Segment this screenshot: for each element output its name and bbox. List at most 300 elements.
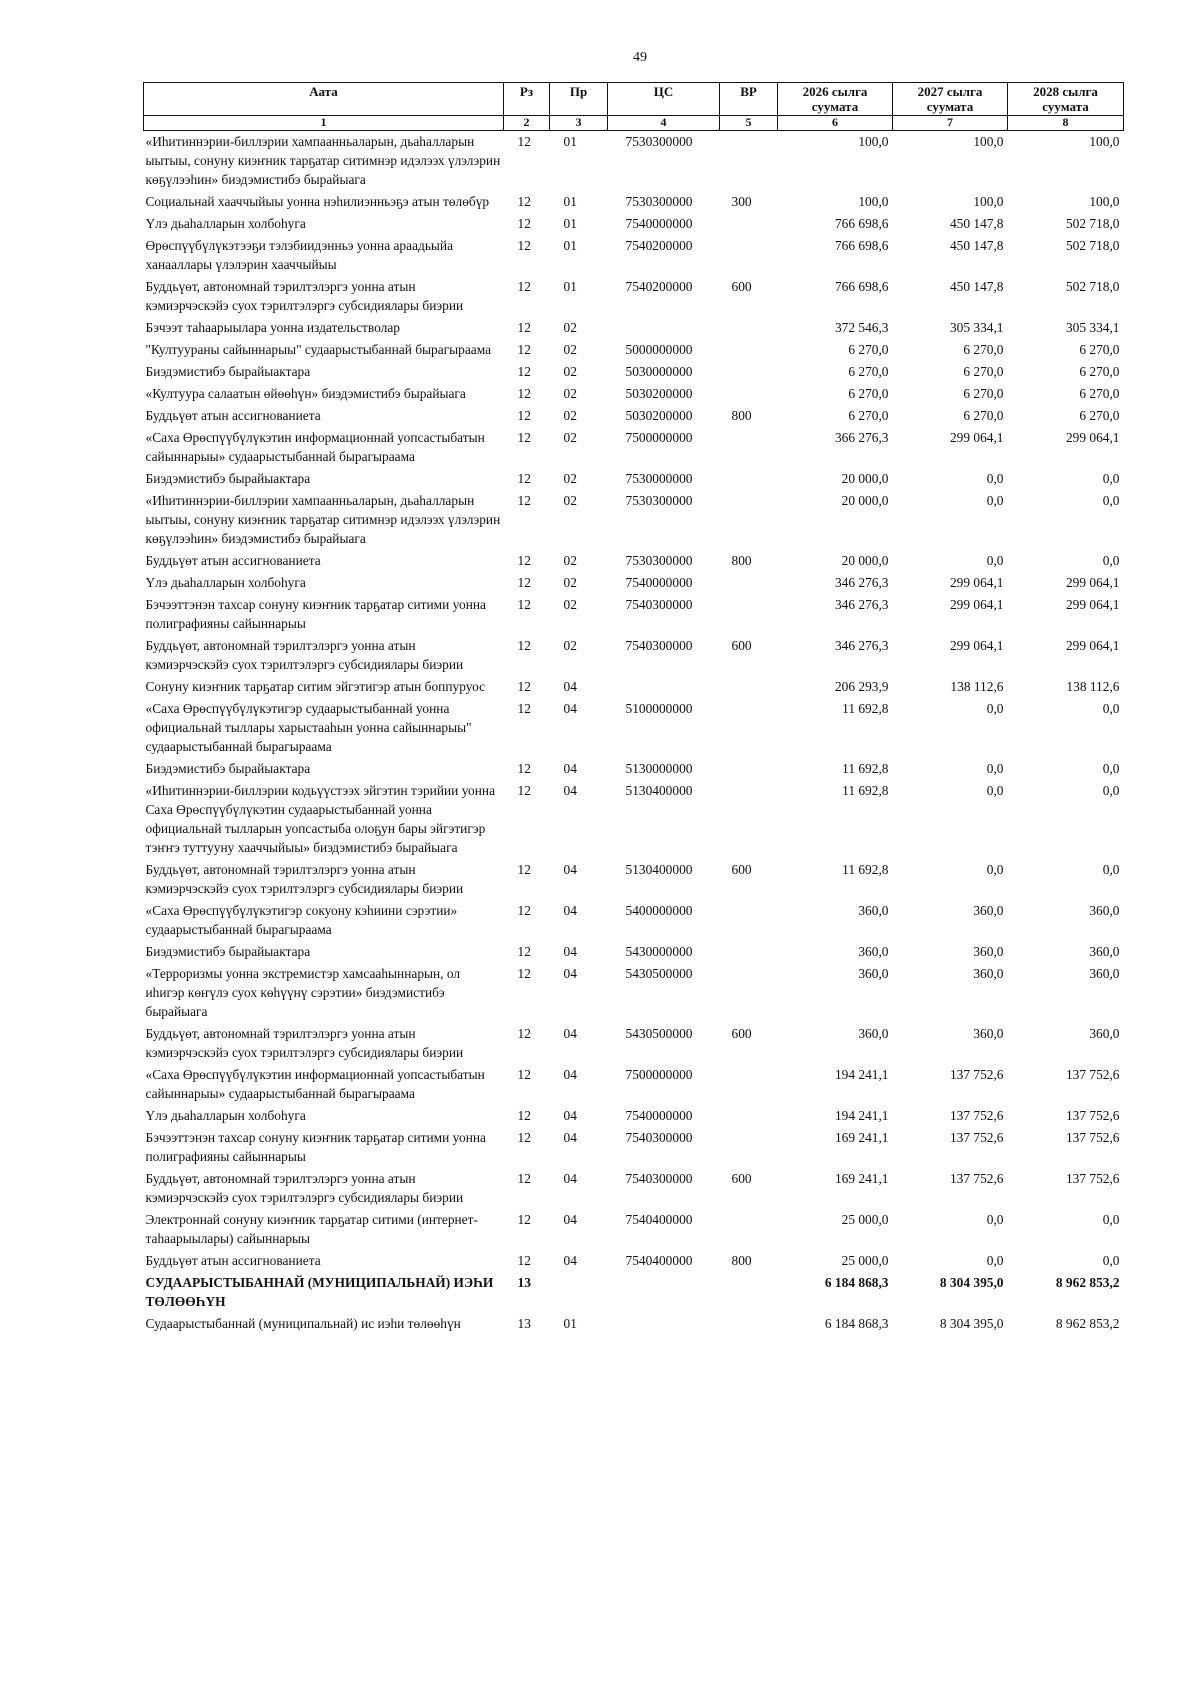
row-pr: 02: [563, 471, 577, 486]
row-vr: [720, 698, 778, 758]
row-cs: 5130400000: [625, 862, 693, 877]
row-vr: 600: [731, 1171, 752, 1186]
row-rz: 12: [517, 944, 531, 959]
column-number: 8: [1008, 116, 1124, 131]
row-pr: 04: [563, 1212, 577, 1227]
table-row: [144, 698, 1124, 758]
row-amount-2027: 137 752,6: [949, 1171, 1004, 1186]
row-amount-2028: 299 064,1: [1065, 430, 1120, 445]
row-name: Буддьүөт, автономнай тэрилтэлэргэ уонна атын кэмиэрчэскэйэ суох тэрилтэлэргэ субсидиялары биэрии: [145, 1171, 464, 1205]
row-amount-2028: 137 752,6: [1065, 1108, 1120, 1123]
table-row: [144, 427, 1124, 468]
row-vr: [720, 780, 778, 859]
row-pr: 02: [563, 386, 577, 401]
row-amount-2027: 6 270,0: [963, 386, 1004, 401]
row-rz: 12: [517, 638, 531, 653]
column-header-name: Аата: [144, 83, 504, 116]
row-amount-2027: 299 064,1: [949, 430, 1004, 445]
row-amount-2027: 138 112,6: [950, 679, 1004, 694]
column-header-pr: Пр: [550, 83, 608, 116]
row-rz: 12: [517, 430, 531, 445]
table-row: [144, 383, 1124, 405]
row-cs: 5000000000: [625, 342, 693, 357]
row-cs: 7540400000: [625, 1212, 693, 1227]
row-amount-2027: 6 270,0: [963, 364, 1004, 379]
row-cs: 7500000000: [625, 1067, 693, 1082]
row-amount-2028: 299 064,1: [1065, 575, 1120, 590]
row-cs: 5130400000: [625, 783, 693, 798]
row-amount-2028: 360,0: [1089, 966, 1120, 981]
row-name: «Иһитиннэрии-биллэрии кодьүүстээх эйгэтин тэрийии уонна Саха Өрөспүүбүлүкэтин судаарыстыбаннай уонна официальнай тылларын уопсастыба олоҕун бары эйгэтигэр тэҥҥэ туттууну хааччыйыы» биэдэмистибэ бырайыага: [145, 783, 496, 855]
row-amount-2027: 450 147,8: [949, 238, 1004, 253]
row-name: Буддьүөт, автономнай тэрилтэлэргэ уонна атын кэмиэрчэскэйэ суох тэрилтэлэргэ субсидиялары биэрии: [145, 279, 464, 313]
row-amount-2027: 0,0: [986, 1212, 1004, 1227]
column-number: 6: [778, 116, 893, 131]
row-cs: [608, 676, 720, 698]
row-cs: 7540000000: [625, 575, 693, 590]
row-amount-2027: 0,0: [986, 493, 1004, 508]
table-row: [144, 1313, 1124, 1335]
row-amount-2026: 366 276,3: [834, 430, 889, 445]
row-name: «Терроризмы уонна экстремистэр хамсааһыннарын, ол иһигэр көҥүлэ суох көһүүнү сэрэтии» биэдэмистибэ бырайыага: [145, 966, 461, 1019]
row-cs: 7540300000: [625, 1130, 693, 1145]
row-vr: [720, 235, 778, 276]
row-rz: 12: [517, 1253, 531, 1268]
table-row: [144, 780, 1124, 859]
row-pr: 04: [563, 1108, 577, 1123]
row-vr: 600: [731, 1026, 752, 1041]
row-name: Бэчээттэнэн тахсар сонуну киэҥник тарҕатар ситими уонна полиграфияны сайыннарыы: [145, 1130, 486, 1164]
row-amount-2027: 299 064,1: [949, 638, 1004, 653]
row-pr: 04: [563, 903, 577, 918]
row-pr: 02: [563, 342, 577, 357]
row-name: Буддьүөт атын ассигнованиета: [145, 408, 321, 423]
row-vr: [720, 676, 778, 698]
row-vr: [720, 594, 778, 635]
table-row: [144, 1209, 1124, 1250]
row-amount-2027: 360,0: [973, 944, 1004, 959]
row-amount-2028: 6 270,0: [1079, 342, 1120, 357]
row-cs: 5030200000: [625, 408, 693, 423]
row-amount-2028: 8 962 853,2: [1055, 1316, 1120, 1331]
row-vr: [720, 1209, 778, 1250]
row-cs: 5130000000: [625, 761, 693, 776]
row-amount-2026: 11 692,8: [842, 862, 889, 877]
row-amount-2028: 0,0: [1102, 1253, 1120, 1268]
row-pr: 04: [563, 1171, 577, 1186]
row-cs: 5030200000: [625, 386, 693, 401]
row-pr: 01: [563, 134, 577, 149]
row-amount-2026: 6 270,0: [848, 408, 889, 423]
row-vr: [720, 317, 778, 339]
row-pr: 04: [563, 701, 577, 716]
row-amount-2028: 0,0: [1102, 1212, 1120, 1227]
row-vr: 600: [731, 862, 752, 877]
table-row: [144, 235, 1124, 276]
row-pr: 02: [563, 493, 577, 508]
table-row: [144, 859, 1124, 900]
row-amount-2027: 0,0: [986, 471, 1004, 486]
row-amount-2026: 766 698,6: [834, 238, 889, 253]
row-name: "Култуураны сайыннарыы" судаарыстыбаннай бырагыраама: [145, 342, 492, 357]
row-pr: 02: [563, 553, 577, 568]
row-rz: 12: [517, 471, 531, 486]
row-amount-2026: 766 698,6: [834, 216, 889, 231]
row-vr: 800: [731, 1253, 752, 1268]
row-cs: 7540300000: [625, 1171, 693, 1186]
row-amount-2027: 360,0: [973, 1026, 1004, 1041]
row-cs: [608, 1272, 720, 1313]
row-name: «Саха Өрөспүүбүлүкэтигэр сокуону кэһиини сэрэтии» судаарыстыбаннай бырагыраама: [145, 903, 458, 937]
row-name: Биэдэмистибэ бырайыактара: [145, 471, 311, 486]
row-amount-2028: 137 752,6: [1065, 1130, 1120, 1145]
row-name: Социальнай хааччыйыы уонна нэһилиэнньэҕэ атын төлөбүр: [145, 194, 490, 209]
row-vr: 600: [731, 279, 752, 294]
row-amount-2026: 360,0: [858, 966, 889, 981]
table-row: [144, 758, 1124, 780]
row-amount-2026: 11 692,8: [842, 783, 889, 798]
table-row: [144, 1127, 1124, 1168]
row-cs: 7530300000: [625, 493, 693, 508]
row-amount-2026: 346 276,3: [834, 638, 889, 653]
row-amount-2028: 137 752,6: [1065, 1067, 1120, 1082]
row-vr: 800: [731, 408, 752, 423]
row-rz: 12: [517, 1026, 531, 1041]
row-cs: 5430500000: [625, 1026, 693, 1041]
row-amount-2026: 194 241,1: [834, 1067, 889, 1082]
row-vr: [720, 900, 778, 941]
column-number: 7: [893, 116, 1008, 131]
row-amount-2028: 6 270,0: [1079, 408, 1120, 423]
column-header-rz: Рз: [504, 83, 550, 116]
row-cs: 7540400000: [625, 1253, 693, 1268]
row-rz: 12: [517, 761, 531, 776]
row-name: Буддьүөт, автономнай тэрилтэлэргэ уонна атын кэмиэрчэскэйэ суох тэрилтэлэргэ субсидиялары биэрии: [145, 1026, 464, 1060]
table-row: [144, 339, 1124, 361]
row-vr: [720, 758, 778, 780]
row-rz: 12: [517, 1171, 531, 1186]
row-amount-2028: 100,0: [1089, 134, 1120, 149]
row-cs: 5430500000: [625, 966, 693, 981]
row-name: Электроннай сонуну киэҥник тарҕатар ситими (интернет-таһаарыылары) сайыннарыы: [145, 1212, 478, 1246]
row-vr: [720, 490, 778, 550]
table-row: [144, 1272, 1124, 1313]
row-pr: 04: [563, 679, 577, 694]
row-vr: [720, 383, 778, 405]
row-amount-2027: 6 270,0: [963, 342, 1004, 357]
row-name: Буддьүөт, автономнай тэрилтэлэргэ уонна атын кэмиэрчэскэйэ суох тэрилтэлэргэ субсидиялары биэрии: [145, 862, 464, 896]
row-name: «Иһитиннэрии-биллэрии хампаанньаларын, дьаһалларын ыытыы, сонуну киэҥник тарҕатар ситимнэр идэлээх үлэлэрин көҕүлээһин» биэдэмистибэ бырайыага: [145, 493, 501, 546]
row-amount-2027: 0,0: [986, 783, 1004, 798]
row-rz: 12: [517, 194, 531, 209]
row-cs: 5400000000: [625, 903, 693, 918]
row-amount-2028: 6 270,0: [1079, 364, 1120, 379]
row-amount-2027: 0,0: [986, 761, 1004, 776]
row-pr: 04: [563, 783, 577, 798]
row-amount-2028: 305 334,1: [1065, 320, 1120, 335]
row-rz: 12: [517, 364, 531, 379]
row-vr: 300: [731, 194, 752, 209]
row-amount-2028: 0,0: [1102, 783, 1120, 798]
table-header: [144, 83, 1124, 131]
row-vr: [720, 1127, 778, 1168]
table-row: [144, 468, 1124, 490]
row-amount-2027: 8 304 395,0: [939, 1316, 1004, 1331]
row-pr: 04: [563, 1067, 577, 1082]
row-rz: 12: [517, 679, 531, 694]
row-pr: 02: [563, 638, 577, 653]
row-vr: [720, 1272, 778, 1313]
row-rz: 13: [517, 1316, 531, 1331]
row-pr: 04: [563, 1253, 577, 1268]
row-cs: 7530300000: [625, 194, 693, 209]
row-name: «Саха Өрөспүүбүлүкэтигэр судаарыстыбаннай уонна официальнай тыллары харыстааһын уонна сайыннарыы" судаарыстыбаннай бырагыраама: [145, 701, 472, 754]
row-amount-2028: 8 962 853,2: [1055, 1275, 1120, 1290]
row-amount-2028: 502 718,0: [1065, 238, 1120, 253]
row-name: Биэдэмистибэ бырайыактара: [145, 944, 311, 959]
row-amount-2027: 0,0: [986, 701, 1004, 716]
table-row: [144, 361, 1124, 383]
row-amount-2028: 299 064,1: [1065, 638, 1120, 653]
row-pr: 02: [563, 430, 577, 445]
row-amount-2027: 450 147,8: [949, 216, 1004, 231]
row-cs: 7540000000: [625, 216, 693, 231]
row-name: Биэдэмистибэ бырайыактара: [145, 364, 311, 379]
row-amount-2027: 137 752,6: [949, 1108, 1004, 1123]
row-rz: 12: [517, 1067, 531, 1082]
row-amount-2027: 299 064,1: [949, 597, 1004, 612]
row-amount-2026: 25 000,0: [841, 1212, 889, 1227]
row-pr: 01: [563, 238, 577, 253]
row-rz: 12: [517, 597, 531, 612]
row-amount-2028: 360,0: [1089, 903, 1120, 918]
row-amount-2026: 6 184 868,3: [824, 1316, 889, 1331]
row-amount-2028: 360,0: [1089, 944, 1120, 959]
row-amount-2026: 346 276,3: [834, 575, 889, 590]
table-row: [144, 276, 1124, 317]
row-rz: 12: [517, 320, 531, 335]
row-amount-2026: 346 276,3: [834, 597, 889, 612]
row-cs: 7530000000: [625, 471, 693, 486]
row-name: Судаарыстыбаннай (муниципальнай) ис иэһи төлөөһүн: [145, 1316, 461, 1331]
row-cs: 5100000000: [625, 701, 693, 716]
table-row: [144, 594, 1124, 635]
row-amount-2026: 169 241,1: [834, 1171, 889, 1186]
row-rz: 12: [517, 701, 531, 716]
budget-table: [143, 82, 1124, 1335]
row-amount-2026: 169 241,1: [834, 1130, 889, 1145]
table-row: [144, 900, 1124, 941]
row-vr: [720, 361, 778, 383]
row-amount-2028: 0,0: [1102, 701, 1120, 716]
table-row: [144, 550, 1124, 572]
row-vr: [720, 941, 778, 963]
row-cs: 7540300000: [625, 638, 693, 653]
row-amount-2027: 0,0: [986, 1253, 1004, 1268]
table-row: [144, 963, 1124, 1023]
row-name: Буддьүөт, автономнай тэрилтэлэргэ уонна атын кэмиэрчэскэйэ суох тэрилтэлэргэ субсидиялары биэрии: [145, 638, 464, 672]
row-amount-2026: 360,0: [858, 903, 889, 918]
row-pr: 04: [563, 1130, 577, 1145]
row-amount-2028: 0,0: [1102, 553, 1120, 568]
table-row: [144, 1023, 1124, 1064]
row-amount-2027: 100,0: [973, 194, 1004, 209]
row-rz: 12: [517, 238, 531, 253]
row-cs: 7530300000: [625, 553, 693, 568]
table-row: [144, 317, 1124, 339]
row-rz: 12: [517, 279, 531, 294]
row-amount-2027: 100,0: [973, 134, 1004, 149]
row-pr: 01: [563, 1316, 577, 1331]
row-amount-2026: 766 698,6: [834, 279, 889, 294]
table-row: [144, 1105, 1124, 1127]
row-amount-2027: 0,0: [986, 862, 1004, 877]
row-amount-2028: 0,0: [1102, 471, 1120, 486]
row-pr: 04: [563, 862, 577, 877]
table-row: [144, 1250, 1124, 1272]
row-pr: 02: [563, 597, 577, 612]
row-cs: 7540000000: [625, 1108, 693, 1123]
column-number: 1: [144, 116, 504, 131]
row-amount-2028: 0,0: [1102, 862, 1120, 877]
table-row: [144, 405, 1124, 427]
row-amount-2026: 6 184 868,3: [824, 1275, 889, 1290]
row-cs: 7540200000: [625, 279, 693, 294]
row-vr: [720, 213, 778, 235]
row-amount-2026: 372 546,3: [834, 320, 889, 335]
row-amount-2028: 502 718,0: [1065, 216, 1120, 231]
row-amount-2027: 305 334,1: [949, 320, 1004, 335]
column-header-vr: ВР: [720, 83, 778, 116]
row-pr: [550, 1272, 608, 1313]
row-amount-2028: 502 718,0: [1065, 279, 1120, 294]
row-name: Сонуну киэҥник тарҕатар ситим эйгэтигэр атын боппуруос: [145, 679, 486, 694]
row-rz: 12: [517, 408, 531, 423]
table-row: [144, 1064, 1124, 1105]
row-rz: 12: [517, 903, 531, 918]
column-number: 3: [550, 116, 608, 131]
row-pr: 01: [563, 194, 577, 209]
row-pr: 02: [563, 575, 577, 590]
row-vr: [720, 468, 778, 490]
row-cs: [608, 317, 720, 339]
row-amount-2027: 137 752,6: [949, 1130, 1004, 1145]
row-name: Бэчээт таһаарыылара уонна издательстволар: [145, 320, 400, 335]
column-header-2027: 2027 сылга суумата: [893, 83, 1008, 116]
row-pr: 01: [563, 279, 577, 294]
row-amount-2026: 11 692,8: [842, 701, 889, 716]
row-rz: 12: [517, 342, 531, 357]
row-vr: [720, 572, 778, 594]
row-pr: 02: [563, 364, 577, 379]
row-amount-2026: 360,0: [858, 944, 889, 959]
row-amount-2028: 360,0: [1089, 1026, 1120, 1041]
table-row: [144, 941, 1124, 963]
row-vr: [720, 1313, 778, 1335]
row-cs: 7540200000: [625, 238, 693, 253]
table-row: [144, 490, 1124, 550]
table-row: [144, 676, 1124, 698]
row-amount-2028: 299 064,1: [1065, 597, 1120, 612]
row-pr: 01: [563, 216, 577, 231]
row-amount-2026: 11 692,8: [842, 761, 889, 776]
column-number: 4: [608, 116, 720, 131]
row-cs: [608, 1313, 720, 1335]
row-name: Үлэ дьаһалларын холбоһуга: [145, 575, 306, 590]
table-row: [144, 131, 1124, 192]
table-row: [144, 572, 1124, 594]
row-amount-2027: 0,0: [986, 553, 1004, 568]
row-amount-2026: 6 270,0: [848, 386, 889, 401]
row-amount-2027: 6 270,0: [963, 408, 1004, 423]
row-amount-2026: 20 000,0: [841, 553, 889, 568]
row-amount-2026: 20 000,0: [841, 493, 889, 508]
row-rz: 13: [517, 1275, 531, 1290]
row-rz: 12: [517, 966, 531, 981]
row-name: Өрөспүүбүлүкэтээҕи тэлэбиидэнньэ уонна араадьыйа ханааллары үлэлэрин хааччыйыы: [145, 238, 454, 272]
row-cs: 7500000000: [625, 430, 693, 445]
row-amount-2028: 6 270,0: [1079, 386, 1120, 401]
row-amount-2028: 138 112,6: [1066, 679, 1120, 694]
row-pr: 02: [563, 408, 577, 423]
row-name: Бэчээттэнэн тахсар сонуну киэҥник тарҕатар ситими уонна полиграфияны сайыннарыы: [145, 597, 486, 631]
row-amount-2027: 450 147,8: [949, 279, 1004, 294]
row-amount-2026: 194 241,1: [834, 1108, 889, 1123]
row-rz: 12: [517, 386, 531, 401]
row-amount-2026: 25 000,0: [841, 1253, 889, 1268]
row-vr: [720, 427, 778, 468]
table-body: [144, 131, 1124, 1336]
row-name: «Саха Өрөспүүбүлүкэтин информационнай уопсастыбатын сайыннарыы» судаарыстыбаннай бырагыраама: [145, 430, 485, 464]
row-amount-2026: 360,0: [858, 1026, 889, 1041]
row-rz: 12: [517, 134, 531, 149]
column-header-2028: 2028 сылга суумата: [1008, 83, 1124, 116]
row-cs: 5430000000: [625, 944, 693, 959]
row-name: Буддьүөт атын ассигнованиета: [145, 553, 321, 568]
row-pr: 02: [563, 320, 577, 335]
table-row: [144, 191, 1124, 213]
row-name: СУДААРЫСТЫБАННАЙ (МУНИЦИПАЛЬНАЙ) ИЭҺИ ТӨЛӨӨҺҮН: [145, 1275, 494, 1309]
table-row: [144, 1168, 1124, 1209]
row-rz: 12: [517, 216, 531, 231]
row-rz: 12: [517, 1212, 531, 1227]
row-name: Үлэ дьаһалларын холбоһуга: [145, 216, 306, 231]
row-cs: 7540300000: [625, 597, 693, 612]
row-vr: [720, 339, 778, 361]
row-amount-2028: 0,0: [1102, 761, 1120, 776]
row-pr: 04: [563, 966, 577, 981]
row-amount-2026: 100,0: [858, 194, 889, 209]
row-rz: 12: [517, 553, 531, 568]
row-amount-2028: 100,0: [1089, 194, 1120, 209]
column-number: 5: [720, 116, 778, 131]
row-pr: 04: [563, 944, 577, 959]
row-amount-2028: 0,0: [1102, 493, 1120, 508]
row-rz: 12: [517, 575, 531, 590]
table-row: [144, 635, 1124, 676]
row-amount-2027: 360,0: [973, 966, 1004, 981]
row-amount-2026: 206 293,9: [834, 679, 889, 694]
table-row: [144, 213, 1124, 235]
column-header-2026: 2026 сылга суумата: [778, 83, 893, 116]
row-amount-2026: 6 270,0: [848, 342, 889, 357]
row-name: Үлэ дьаһалларын холбоһуга: [145, 1108, 306, 1123]
row-vr: 600: [731, 638, 752, 653]
row-cs: 5030000000: [625, 364, 693, 379]
column-number: 2: [504, 116, 550, 131]
row-amount-2028: 137 752,6: [1065, 1171, 1120, 1186]
row-vr: [720, 1064, 778, 1105]
